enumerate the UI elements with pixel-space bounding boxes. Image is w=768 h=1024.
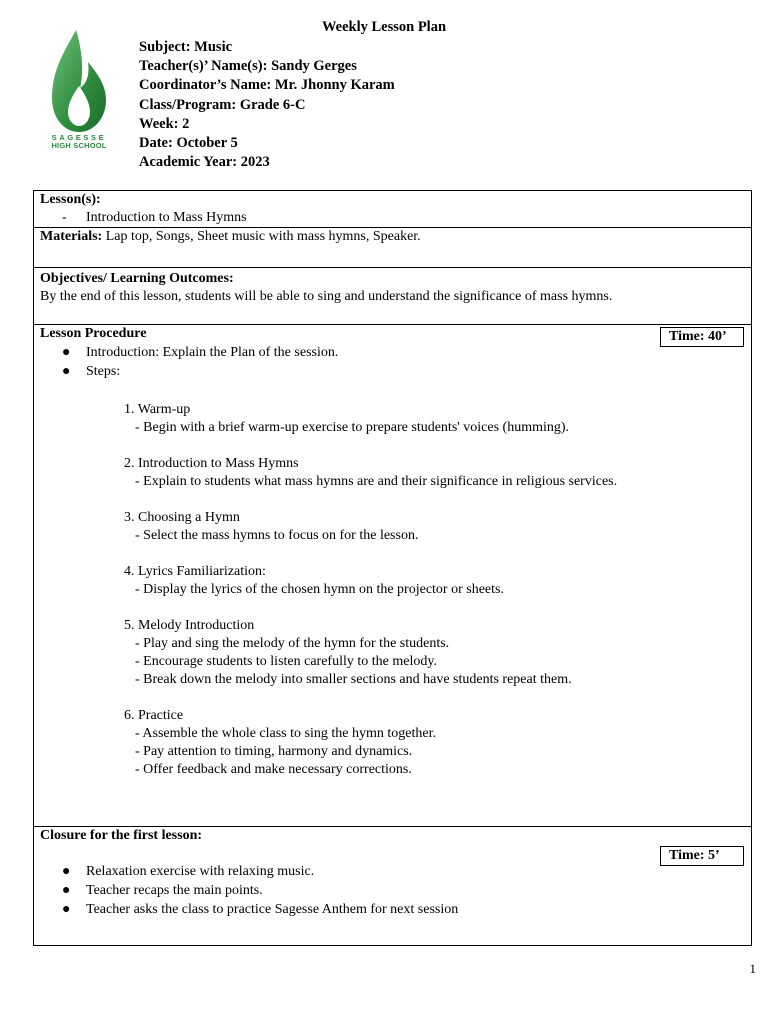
- header-coordinator: Coordinator’s Name: Mr. Jhonny Karam: [139, 77, 395, 94]
- step-detail: - Select the mass hymns to focus on for the lesson.: [135, 528, 419, 543]
- bullet-dot-icon: ●: [62, 864, 71, 879]
- materials-cell: [34, 228, 752, 268]
- objectives-text: By the end of this lesson, students will be able to sing and understand the significance of mass hymns.: [40, 289, 613, 304]
- materials-text: Lap top, Songs, Sheet music with mass hymns, Speaker.: [102, 229, 421, 244]
- step-detail: - Offer feedback and make necessary corrections.: [135, 762, 412, 777]
- step-detail: - Begin with a brief warm-up exercise to prepare students' voices (humming).: [135, 420, 570, 435]
- step-title: 4. Lyrics Familiarization:: [124, 564, 266, 579]
- bullet-dot-icon: ●: [62, 364, 71, 379]
- header-class: Class/Program: Grade 6-C: [139, 96, 306, 113]
- step-1: [124, 401, 745, 437]
- procedure-bullet-text: Steps:: [86, 364, 121, 379]
- header-date: Date: October 5: [139, 135, 238, 152]
- closure-cell: [34, 827, 752, 946]
- closure-bullet-text: Teacher asks the class to practice Sagesse Anthem for next session: [86, 902, 459, 917]
- step-6: [124, 707, 745, 779]
- page-number: 1: [749, 961, 756, 976]
- step-title: 2. Introduction to Mass Hymns: [124, 456, 299, 471]
- procedure-bullet-text: Introduction: Explain the Plan of the session.: [86, 345, 339, 360]
- header-subject: Subject: Music: [139, 39, 233, 55]
- step-detail: - Assemble the whole class to sing the hymn together.: [135, 726, 436, 741]
- procedure-cell: [34, 325, 752, 827]
- header-teacher: Teacher(s)’ Name(s): Sandy Gerges: [139, 58, 357, 75]
- step-detail: - Play and sing the melody of the hymn for the students.: [135, 636, 450, 651]
- header-year: Academic Year: 2023: [139, 154, 270, 171]
- lesson-plan-table: [33, 190, 752, 946]
- materials-label: Materials:: [40, 229, 103, 244]
- lessons-cell: [34, 191, 752, 228]
- step-title: 3. Choosing a Hymn: [124, 510, 240, 525]
- header-info: [139, 38, 395, 172]
- objectives-label: Objectives/ Learning Outcomes:: [40, 271, 234, 286]
- procedure-time-box: Time: 40’: [660, 327, 744, 347]
- lesson-item: [40, 209, 745, 227]
- document-title: Weekly Lesson Plan: [321, 19, 447, 35]
- closure-label: Closure for the first lesson:: [40, 828, 203, 843]
- step-detail: - Encourage students to listen carefully to the melody.: [135, 654, 437, 669]
- closure-bullet: [40, 900, 745, 919]
- procedure-bullets: [40, 343, 745, 381]
- header-week: Week: 2: [139, 115, 190, 132]
- step-title: 5. Melody Introduction: [124, 618, 255, 633]
- logo-text: [46, 134, 112, 150]
- procedure-bullet: [40, 343, 745, 362]
- procedure-bullet: [40, 362, 745, 381]
- closure-bullets: [40, 862, 745, 919]
- objectives-cell: [34, 268, 752, 325]
- step-title: 6. Practice: [124, 708, 184, 723]
- procedure-steps: [40, 401, 745, 779]
- closure-time-box: Time: 5’: [660, 846, 744, 866]
- lesson-item-text: Introduction to Mass Hymns: [86, 210, 247, 225]
- lesson-item-dash: -: [62, 210, 67, 225]
- step-detail: - Display the lyrics of the chosen hymn on the projector or sheets.: [135, 582, 504, 597]
- step-3: [124, 509, 745, 545]
- step-detail: - Pay attention to timing, harmony and dynamics.: [135, 744, 413, 759]
- lessons-label: Lesson(s):: [40, 192, 101, 207]
- bullet-dot-icon: ●: [62, 345, 71, 360]
- step-detail: - Break down the melody into smaller sections and have students repeat them.: [135, 672, 572, 687]
- bullet-dot-icon: ●: [62, 902, 71, 917]
- closure-bullet: [40, 862, 745, 881]
- step-5: [124, 617, 745, 689]
- closure-bullet-text: Teacher recaps the main points.: [86, 883, 263, 898]
- step-2: [124, 455, 745, 491]
- logo-line1: SAGESSE: [51, 133, 107, 142]
- closure-bullet: [40, 881, 745, 900]
- procedure-label: Lesson Procedure: [40, 326, 147, 341]
- step-title: 1. Warm-up: [124, 402, 191, 417]
- step-4: [124, 563, 745, 599]
- logo-line2: HIGH SCHOOL: [51, 141, 107, 150]
- bullet-dot-icon: ●: [62, 883, 71, 898]
- closure-bullet-text: Relaxation exercise with relaxing music.: [86, 864, 315, 879]
- step-detail: - Explain to students what mass hymns are and their significance in religious services.: [135, 474, 618, 489]
